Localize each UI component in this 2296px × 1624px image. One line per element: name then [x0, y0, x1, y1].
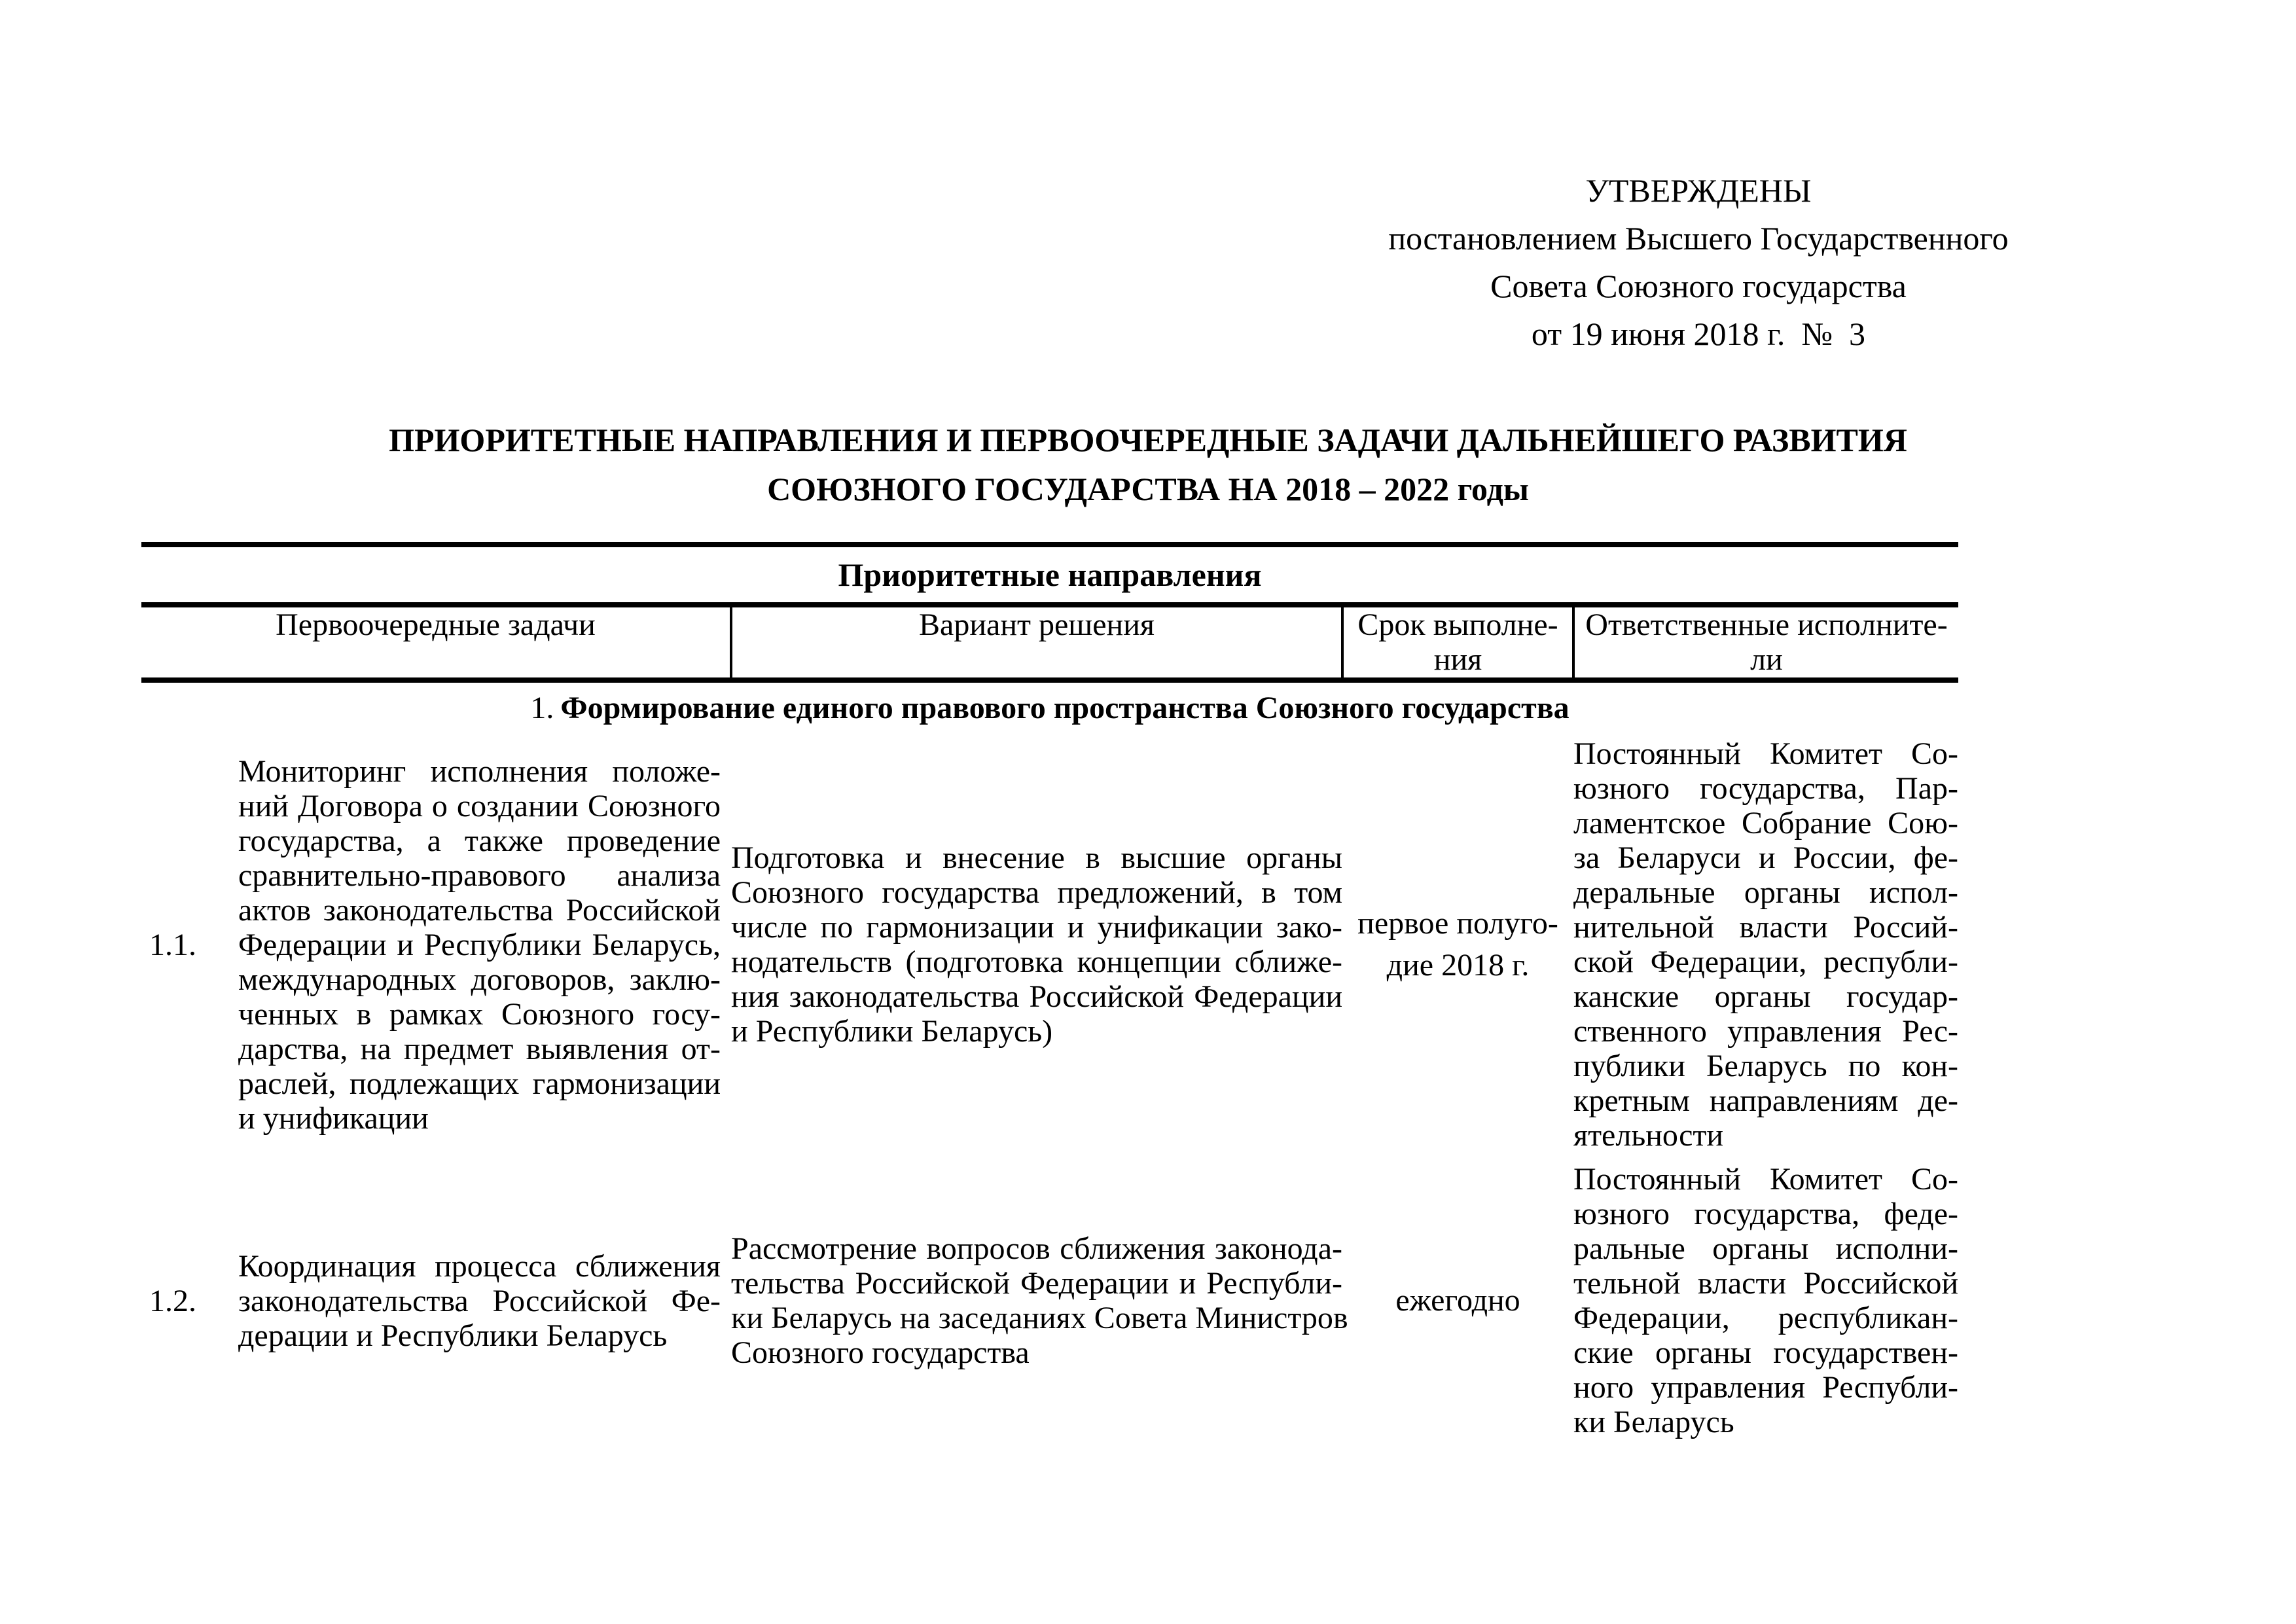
- cell-executors-1-2: Постоянный Комитет Со- юзного государства, феде- ральные органы исполни- тельной власти Российской Федерации, республикан- ские органы государствен- ного управления Республи- ки Беларусь: [1573, 1162, 1958, 1439]
- section-title: Формирование единого правового пространства Союзного государства: [560, 690, 1570, 725]
- row-number: 1.1.: [149, 927, 196, 962]
- table-banner: Приоритетные направления: [141, 545, 1958, 605]
- document-title-line1: ПРИОРИТЕТНЫЕ НАПРАВЛЕНИЯ И ПЕРВООЧЕРЕДНЫЕ ЗАДАЧИ ДАЛЬНЕЙШЕГО РАЗВИТИЯ: [389, 422, 1907, 458]
- row-number: 1.2.: [149, 1283, 196, 1318]
- cell-task-1-2: [141, 1157, 731, 1445]
- column-header-executors: Ответственные исполните- ли: [1573, 605, 1958, 680]
- column-header-tasks: Первоочередные задачи: [141, 605, 731, 680]
- approval-block: УТВЕРЖДЕНЫ постановлением Высшего Государственного Совета Союзного государства от 19 июня 2018 г. № 3: [1388, 172, 2009, 352]
- cell-solution-1-1: Подготовка и внесение в высшие органы Союзного государства предложений, в том числе по гармонизации и унификации зако- нодательств (подготовка концепции сближе- ния законодательства Российской Федерации и Республики Беларусь): [731, 840, 1342, 1049]
- task-text: Координация процесса сближения законодательства Российской Фе- дерации и Республики Беларусь: [238, 1248, 721, 1353]
- document-title-line2: СОЮЗНОГО ГОСУДАРСТВА НА 2018 – 2022 годы: [767, 471, 1529, 507]
- cell-deadline-1-2: ежегодно: [1395, 1283, 1520, 1318]
- section-header-row: [141, 680, 1958, 732]
- cell-solution-1-2: Рассмотрение вопросов сближения законода- тельства Российской Федерации и Республи- ки Беларусь на заседаниях Совета Министров Союзного государства: [731, 1231, 1348, 1370]
- table-row-1-2: [141, 1157, 1958, 1445]
- document-title: [0, 416, 2296, 514]
- task-text: Мониторинг исполнения положе- ний Договора о создании Союзного государства, а также проведение сравнительно-правового анализа актов законодательства Российской Федерации и Республики Беларусь, международных договоров, заклю- ченных в рамках Союзного госу- дарства, на предмет выявления от- раслей, подлежащих гармонизации и унификации: [238, 753, 721, 1136]
- cell-deadline-1-1: первое полуго- дие 2018 г.: [1357, 906, 1558, 983]
- table-row-1-1: [141, 732, 1958, 1157]
- table-header-row: [141, 605, 1958, 680]
- table-banner-row: [141, 545, 1958, 605]
- column-header-solution: Вариант решения: [731, 605, 1342, 680]
- section-number: 1.: [530, 690, 554, 725]
- cell-executors-1-1: Постоянный Комитет Со- юзного государства, Пар- ламентское Собрание Сою- за Беларуси и России, фе- деральные органы испол- нительной власти Россий- ской Федерации, республи- канские органы государ- ственного управления Рес- публики Беларусь по кон- кретным направлениям де- ятельности: [1573, 736, 1958, 1153]
- section-header: [141, 680, 1958, 732]
- column-header-deadline: Срок выполне- ния: [1342, 605, 1573, 680]
- priorities-table: [141, 542, 1958, 1445]
- cell-task-1-1: [141, 732, 731, 1157]
